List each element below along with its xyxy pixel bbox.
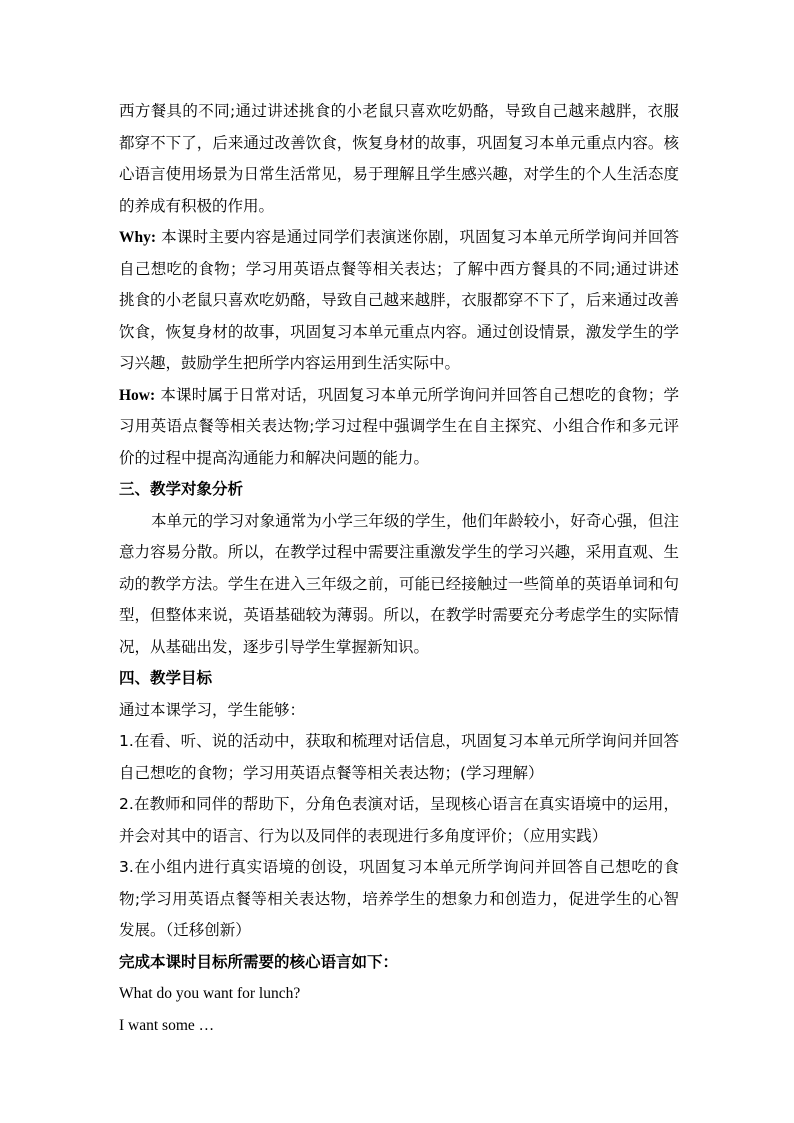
how-paragraph [119,380,679,475]
how-text: 本课时属于日常对话，巩固复习本单元所学询问并回答自己想吃的食物；学习用英语点餐等相关表达物;学习过程中强调学生在自主探究、小组合作和多元评价的过程中提高沟通能力和解决问题的能力。 [119,385,679,467]
goal-item-1: 1.在看、听、说的活动中，获取和梳理对话信息，巩固复习本单元所学询问并回答自己想吃的食物；学习用英语点餐等相关表达物；(学习理解） [119,732,679,782]
core-language-line-1: What do you want for lunch? [119,985,301,1002]
why-label: Why: [119,229,157,246]
core-language-heading: 完成本课时目标所需要的核心语言如下： [119,952,399,971]
goals-lead: 通过本课学习，学生能够： [119,700,306,719]
goal-item-2: 2.在教师和同伴的帮助下，分角色表演对话，呈现核心语言在真实语境中的运用，并会对其中的语言、行为以及同伴的表现进行多角度评价；（应用实践） [119,795,679,845]
section-heading-teaching-goals: 四、教学目标 [119,669,213,687]
intro-paragraph: 西方餐具的不同;通过讲述挑食的小老鼠只喜欢吃奶酪，导致自己越来越胖，衣服都穿不下了，后来通过改善饮食，恢复身材的故事，巩固复习本单元重点内容。核心语言使用场景为日常生活常见，易于理解且学生感兴趣，对学生的个人生活态度的养成有积极的作用。 [119,102,679,215]
why-text: 本课时主要内容是通过同学们表演迷你剧，巩固复习本单元所学询问并回答自己想吃的食物；学习用英语点餐等相关表达；了解中西方餐具的不同;通过讲述挑食的小老鼠只喜欢吃奶酪，导致自己越来越胖，衣服都穿不下了，后来通过改善饮食，恢复身材的故事，巩固复习本单元重点内容。通过创设情景，激发学生的学习兴趣，鼓励学生把所学内容运用到生活实际中。 [119,228,679,372]
document-body [119,96,679,1041]
section-heading-student-analysis: 三、教学对象分析 [119,480,244,498]
how-label: How: [119,386,156,404]
why-paragraph [119,222,679,380]
core-language-line-2: I want some … [119,1016,215,1034]
goal-item-3: 3.在小组内进行真实语境的创设，巩固复习本单元所学询问并回答自己想吃的食物;学习用英语点餐等相关表达物，培养学生的想象力和创造力，促进学生的心智发展。（迁移创新） [119,858,679,939]
student-analysis-paragraph: 本单元的学习对象通常为小学三年级的学生，他们年龄较小，好奇心强，但注意力容易分散。所以，在教学过程中需要注重激发学生的学习兴趣，采用直观、生动的教学方法。学生在进入三年级之前，可能已经接触过一些简单的英语单词和句型，但整体来说，英语基础较为薄弱。所以，在教学时需要充分考虑学生的实际情况，从基础出发，逐步引导学生掌握新知识。 [119,511,679,656]
